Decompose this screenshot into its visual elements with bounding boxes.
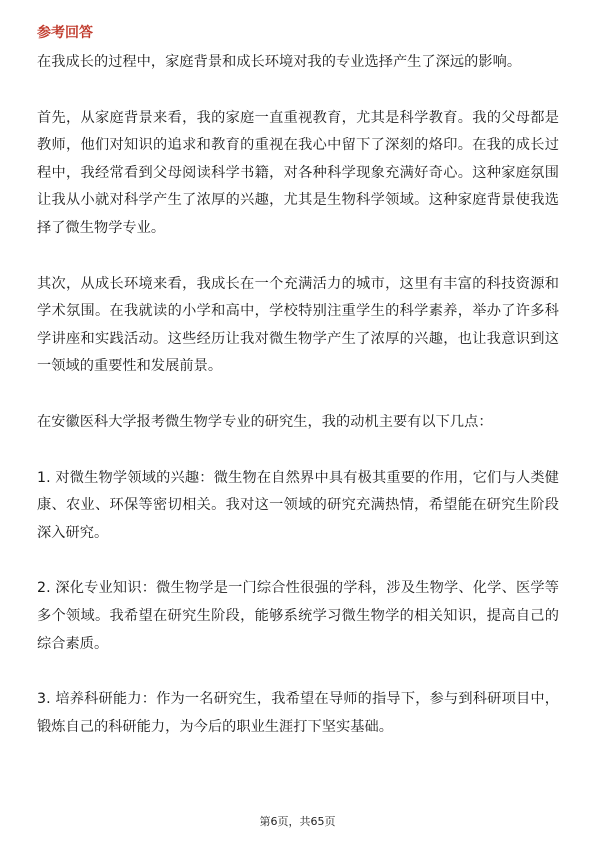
page-number: 第6页，共65页 — [259, 815, 336, 828]
paragraph-motivation-intro: 在安徽医科大学报考微生物学专业的研究生，我的动机主要有以下几点： — [37, 413, 493, 430]
list-item-deepen-knowledge: 2. 深化专业知识：微生物学是一门综合性很强的学科，涉及生物学、化学、医学等多个领域。我希望在研究生阶段，能够系统学习微生物学的相关知识，提高自己的综合素质。 — [37, 580, 559, 652]
section-heading: 参考回答 — [37, 25, 93, 41]
paragraph-growth-environment: 其次，从成长环境来看，我成长在一个充满活力的城市，这里有丰富的科技资源和学术氛围。在我就读的小学和高中，学校特别注重学生的科学素养，举办了许多科学讲座和实践活动。这些经历让我对微生物学产生了浓厚的兴趣，也让我意识到这一领域的重要性和发展前景。 — [37, 275, 559, 375]
list-item-research-ability: 3. 培养科研能力：作为一名研究生，我希望在导师的指导下，参与到科研项目中，锻炼自己的科研能力，为今后的职业生涯打下坚实基础。 — [37, 691, 559, 735]
paragraph-family-background: 首先，从家庭背景来看，我的家庭一直重视教育，尤其是科学教育。我的父母都是教师，他们对知识的追求和教育的重视在我心中留下了深刻的烙印。在我的成长过程中，我经常看到父母阅读科学书籍，对各种科学现象充满好奇心。这种家庭氛围让我从小就对科学产生了浓厚的兴趣，尤其是生物科学领域。这种家庭背景使我选择了微生物学专业。 — [37, 109, 559, 236]
document-body — [37, 49, 559, 741]
paragraph-intro: 在我成长的过程中，家庭背景和成长环境对我的专业选择产生了深远的影响。 — [37, 54, 522, 70]
list-item-interest: 1. 对微生物学领域的兴趣：微生物在自然界中具有极其重要的作用，它们与人类健康、农业、环保等密切相关。我对这一领域的研究充满热情，希望能在研究生阶段深入研究。 — [37, 469, 559, 541]
